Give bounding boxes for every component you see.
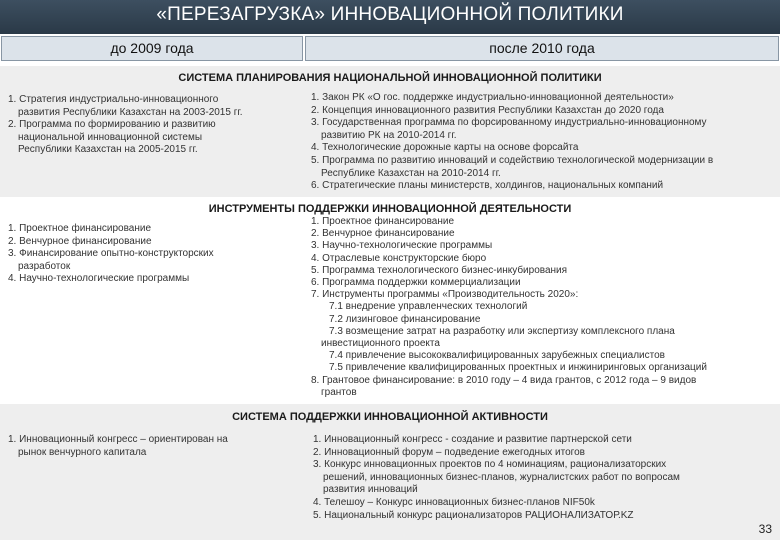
list-item: рынок венчурного капитала: [18, 446, 147, 458]
list-item: 5. Программа технологического бизнес-инкубирования: [311, 264, 568, 276]
list-item: 3. Государственная программа по форсированному индустриально-инновационному: [311, 117, 707, 129]
list-item: 1. Закон РК «О гос. поддержке индустриально-инновационной деятельности»: [311, 92, 674, 103]
column-header-row: [0, 36, 780, 61]
section-instruments: [0, 197, 780, 404]
list-item: инвестиционного проекта: [321, 338, 440, 350]
list-item: 3. Финансирование опытно-конструкторских: [8, 248, 214, 260]
list-item: Республики Казахстан на 2005-2015 гг.: [18, 144, 198, 156]
title-bar: [0, 0, 780, 34]
list-item: 1. Стратегия индустриально-инновационного: [8, 94, 219, 105]
list-item: решений, инновационных бизнес-планов, журналистских работ по вопросам: [323, 471, 680, 483]
list-item: 6. Программа поддержки коммерциализации: [311, 277, 521, 289]
list-item: Республике Казахстан на 2010-2014 гг.: [321, 167, 501, 179]
planning-after-list: [311, 92, 776, 193]
list-item: 4. Телешоу – Конкурс инновационных бизнес-планов NIF50k: [313, 496, 595, 508]
section-title-activity: СИСТЕМА ПОДДЕРЖКИ ИННОВАЦИОННОЙ АКТИВНОСТИ: [232, 411, 548, 423]
section-title-instruments: ИНСТРУМЕНТЫ ПОДДЕРЖКИ ИННОВАЦИОННОЙ ДЕЯТЕЛЬНОСТИ: [208, 203, 572, 215]
list-item: 7.2 лизинговое финансирование: [329, 313, 481, 325]
list-item: 4. Технологические дорожные карты на основе форсайта: [311, 142, 579, 154]
list-item: 2. Венчурное финансирование: [311, 228, 455, 240]
list-item: 2. Инновационный форум – подведение ежегодных итогов: [313, 446, 585, 458]
section-title-planning: СИСТЕМА ПЛАНИРОВАНИЯ НАЦИОНАЛЬНОЙ ИННОВАЦИОННОЙ ПОЛИТИКИ: [178, 72, 602, 84]
list-item: 5. Национальный конкурс рационализаторов РАЦИОНАЛИЗАТОР.KZ: [313, 509, 634, 521]
list-item: 4. Отраслевые конструкторские бюро: [311, 252, 487, 264]
instruments-before-list: [8, 223, 298, 286]
header-before-2009: до 2009 года: [1, 36, 303, 61]
list-item: 2. Программа по формированию и развитию: [8, 119, 216, 131]
list-item: 1. Проектное финансирование: [311, 216, 455, 227]
list-item: 7.1 внедрение управленческих технологий: [329, 301, 528, 313]
list-item: 7.5 привлечение квалифицированных проектных и инжиниринговых организаций: [329, 362, 707, 374]
list-item: 3. Научно-технологические программы: [311, 240, 493, 252]
list-item: 4. Научно-технологические программы: [8, 273, 190, 285]
header-after-2010: после 2010 года: [305, 36, 779, 61]
list-item: 1. Проектное финансирование: [8, 223, 152, 234]
instruments-after-list: [311, 216, 776, 399]
activity-after-list: [313, 434, 753, 522]
list-item: развития Республики Казахстан на 2003-2015 гг.: [18, 106, 243, 118]
list-item: 8. Грантовое финансирование: в 2010 году – 4 вида грантов, с 2012 года – 9 видов: [311, 374, 697, 386]
activity-before-list: [8, 434, 298, 459]
section-planning: [0, 66, 780, 197]
list-item: 7.3 возмещение затрат на разработку или экспертизу комплексного плана: [329, 325, 675, 337]
page-number: 33: [758, 522, 772, 536]
list-item: национальной инновационной системы: [18, 131, 203, 143]
list-item: разработок: [18, 260, 71, 272]
section-activity: [0, 404, 780, 540]
list-item: 7. Инструменты программы «Производительность 2020»:: [311, 289, 579, 301]
list-item: грантов: [321, 386, 357, 398]
page-title: «ПЕРЕЗАГРУЗКА» ИННОВАЦИОННОЙ ПОЛИТИКИ: [156, 4, 624, 25]
planning-before-list: [8, 94, 298, 157]
list-item: 6. Стратегические планы министерств, холдингов, национальных компаний: [311, 180, 664, 192]
list-item: 1. Инновационный конгресс – ориентирован на: [8, 434, 228, 445]
list-item: 1. Инновационный конгресс - создание и развитие партнерской сети: [313, 434, 632, 445]
list-item: развитию РК на 2010-2014 гг.: [321, 129, 457, 141]
list-item: 3. Конкурс инновационных проектов по 4 номинациям, рационализаторских: [313, 459, 667, 471]
list-item: 2. Концепция инновационного развития Республики Казахстан до 2020 года: [311, 104, 664, 116]
list-item: 5. Программа по развитию инноваций и содействию технологической модернизации в: [311, 154, 714, 166]
list-item: развития инноваций: [323, 484, 418, 496]
list-item: 7.4 привлечение высококвалифицированных зарубежных специалистов: [329, 350, 665, 362]
list-item: 2. Венчурное финансирование: [8, 235, 152, 247]
